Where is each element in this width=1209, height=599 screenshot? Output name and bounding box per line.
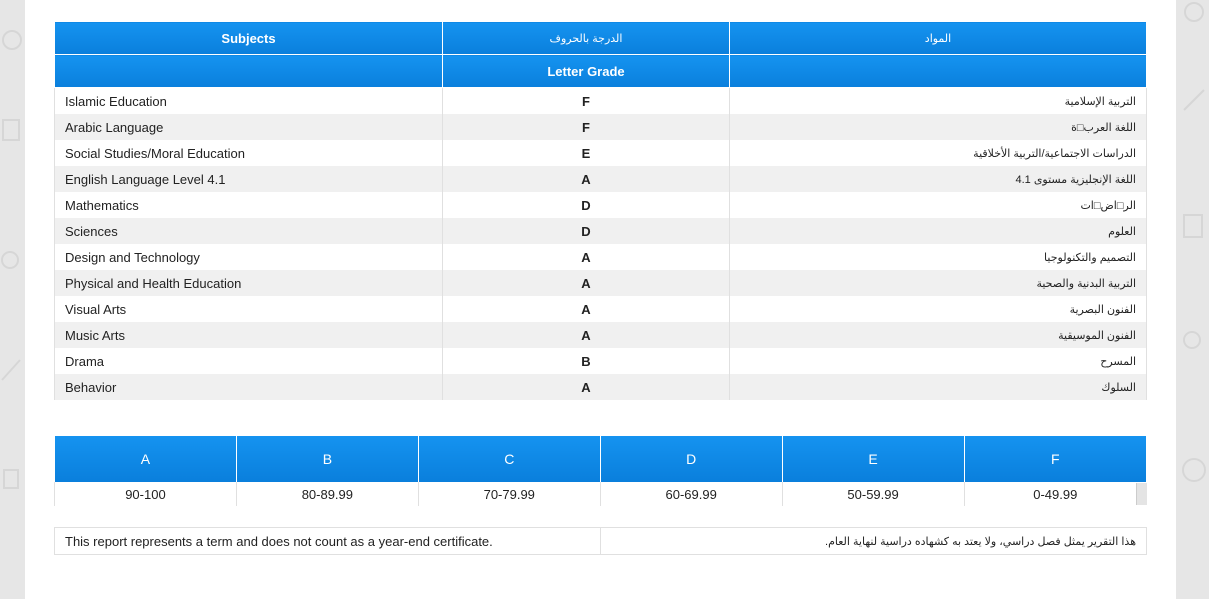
subject-grade: E — [443, 140, 730, 166]
doodle-pattern-icon — [1176, 0, 1209, 599]
scale-letter: C — [418, 436, 600, 482]
scale-range: 50-59.99 — [782, 482, 964, 506]
subject-grade: A — [443, 322, 730, 348]
table-row — [55, 244, 1147, 270]
subject-name: Design and Technology — [55, 244, 443, 270]
subject-name: Behavior — [55, 374, 443, 400]
subject-grade: A — [443, 166, 730, 192]
subject-grade: B — [443, 348, 730, 374]
table-row — [55, 348, 1147, 374]
scale-range: 70-79.99 — [418, 482, 600, 506]
subject-name: Music Arts — [55, 322, 443, 348]
grades-header-row — [55, 22, 1147, 55]
report-card — [25, 0, 1176, 599]
subject-grade: D — [443, 218, 730, 244]
grade-scale-range-row — [55, 482, 1147, 506]
scale-letter: D — [600, 436, 782, 482]
subject-grade: F — [443, 114, 730, 140]
scale-letter: F — [964, 436, 1146, 482]
subject-name-ar: الدراسات الاجتماعية/التربية الأخلاقية — [730, 140, 1147, 166]
subject-name: Sciences — [55, 218, 443, 244]
subject-name: Physical and Health Education — [55, 270, 443, 296]
table-row — [55, 88, 1147, 115]
grades-table — [54, 21, 1147, 400]
scale-letter: B — [236, 436, 418, 482]
subject-name-ar: التصميم والتكنولوجيا — [730, 244, 1147, 270]
scale-letter: A — [55, 436, 237, 482]
subject-grade: A — [443, 296, 730, 322]
subject-name: Drama — [55, 348, 443, 374]
subject-grade: F — [443, 88, 730, 115]
table-row — [55, 192, 1147, 218]
table-row — [55, 322, 1147, 348]
scale-range: 0-49.99 — [964, 482, 1146, 506]
subjects-ar-subheader-empty — [730, 55, 1147, 88]
subjects-subheader-empty — [55, 55, 443, 88]
subject-grade: A — [443, 374, 730, 400]
subject-grade: A — [443, 270, 730, 296]
report-note-row — [55, 528, 1147, 555]
table-row — [55, 218, 1147, 244]
subject-name: English Language Level 4.1 — [55, 166, 443, 192]
subject-name-ar: العلوم — [730, 218, 1147, 244]
table-row — [55, 140, 1147, 166]
subject-name-ar: اللغة العرب□ة — [730, 114, 1147, 140]
report-note-table — [54, 527, 1147, 555]
grade-scale-table — [54, 436, 1146, 506]
scale-letter: E — [782, 436, 964, 482]
table-row — [55, 166, 1147, 192]
subject-name: Islamic Education — [55, 88, 443, 115]
background-doodle-right — [1176, 0, 1209, 599]
report-note-ar: هذا التقرير يمثل فصل دراسي، ولا يعتد به كشهاده دراسية لنهاية العام. — [601, 528, 1147, 555]
grades-subheader-row — [55, 55, 1147, 88]
report-note-en: This report represents a term and does not count as a year-end certificate. — [55, 528, 601, 555]
subject-name-ar: الفنون الموسيقية — [730, 322, 1147, 348]
subjects-header: Subjects — [55, 22, 443, 55]
table-row — [55, 296, 1147, 322]
table-row — [55, 374, 1147, 400]
subject-name-ar: الفنون البصرية — [730, 296, 1147, 322]
scale-range: 80-89.99 — [236, 482, 418, 506]
subject-name: Mathematics — [55, 192, 443, 218]
subject-grade: A — [443, 244, 730, 270]
subject-name: Visual Arts — [55, 296, 443, 322]
subject-grade: D — [443, 192, 730, 218]
subject-name-ar: اللغة الإنجليزية مستوى 4.1 — [730, 166, 1147, 192]
subject-name-ar: السلوك — [730, 374, 1147, 400]
table-row — [55, 270, 1147, 296]
grade-scale-header-row — [55, 436, 1147, 482]
letter-grade-header-ar: الدرجة بالحروف — [443, 22, 730, 55]
letter-grade-header: Letter Grade — [443, 55, 730, 88]
subject-name-ar: الر□اض□ات — [730, 192, 1147, 218]
background-doodle-left — [0, 0, 25, 599]
subject-name: Social Studies/Moral Education — [55, 140, 443, 166]
grade-scale-scrollbar[interactable] — [1136, 483, 1147, 505]
doodle-pattern-icon — [0, 0, 25, 599]
subject-name-ar: التربية الإسلامية — [730, 88, 1147, 115]
scale-range: 60-69.99 — [600, 482, 782, 506]
subject-name: Arabic Language — [55, 114, 443, 140]
subjects-header-ar: المواد — [730, 22, 1147, 55]
scale-range: 90-100 — [55, 482, 237, 506]
subject-name-ar: المسرح — [730, 348, 1147, 374]
table-row — [55, 114, 1147, 140]
subject-name-ar: التربية البدنية والصحية — [730, 270, 1147, 296]
